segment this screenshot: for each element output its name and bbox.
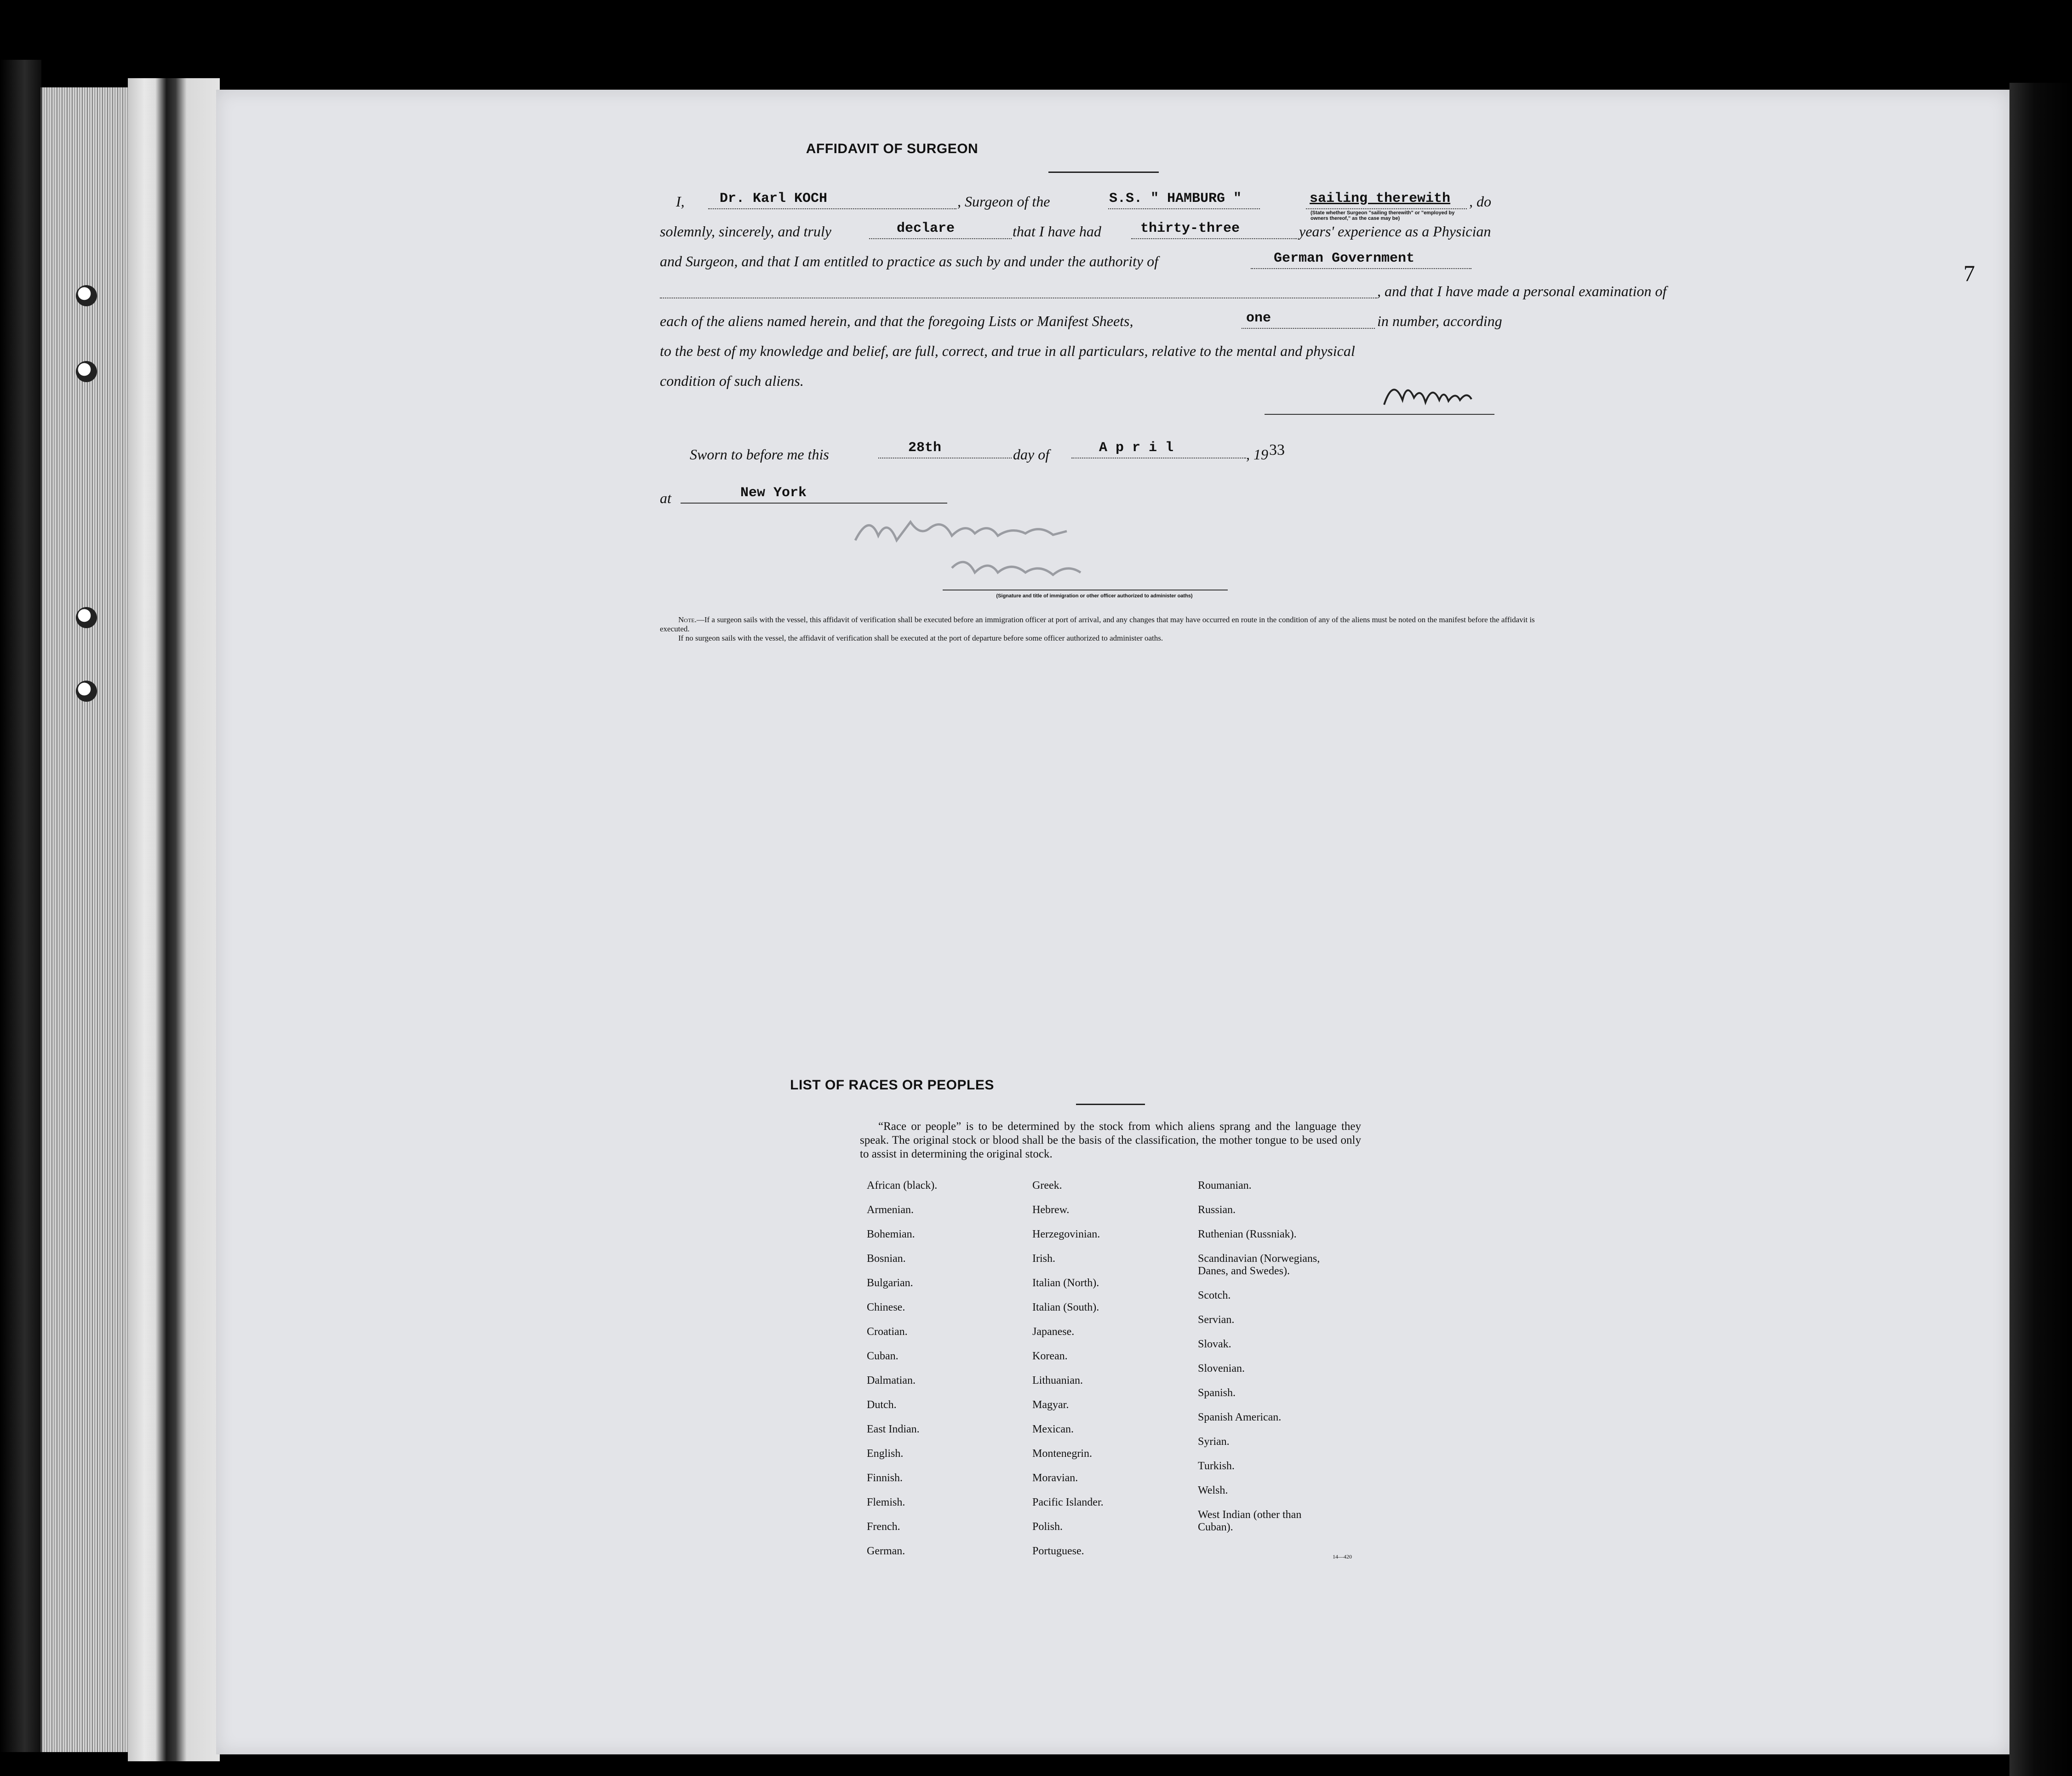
binding-gutter [128,78,220,1761]
surgeon-signature [1379,372,1485,414]
race-list-item: Syrian. [1198,1436,1230,1448]
affidavit-text: , and that I have made a personal examination of [1377,283,1667,299]
affidavit-text: condition of such aliens. [660,372,804,389]
fill-line [1131,238,1297,239]
note-label: Note. [678,615,697,624]
races-intro: “Race or people” is to be determined by the stock from which aliens sprang and the language they speak. The original stock or blood shall be the basis of the classification, the mother tongue to be used only to assist in determining the original stock. [860,1120,1361,1160]
race-list-item: Scotch. [1198,1289,1231,1301]
race-list-item: Japanese. [1032,1326,1075,1338]
affidavit-text: I, [676,193,685,210]
race-list-item: Lithuanian. [1032,1375,1083,1386]
race-list-item: Russian. [1198,1204,1236,1216]
race-list-item: English. [867,1448,904,1460]
affidavit-text: Sworn to before me this [690,446,829,463]
race-list-item: Chinese. [867,1301,905,1313]
race-list-item: French. [867,1521,900,1533]
book-binding [0,60,41,1752]
affidavit-text: , Surgeon of the [957,193,1050,210]
race-list-item: Magyar. [1032,1399,1069,1411]
ship-name: S.S. " HAMBURG " [1109,191,1242,206]
race-list-item: Italian (North). [1032,1277,1099,1289]
race-list-item: German. [867,1545,905,1557]
race-list-item: Italian (South). [1032,1301,1099,1313]
race-list-item: West Indian (other than Cuban). [1198,1509,1302,1533]
race-list-item: Bulgarian. [867,1277,913,1289]
affidavit-text: that I have had [1013,223,1101,240]
race-list-item: Ruthenian (Russniak). [1198,1228,1297,1240]
race-list-item: Croatian. [867,1326,908,1338]
race-list-item: Portuguese. [1032,1545,1084,1557]
years-experience: thirty-three [1140,221,1240,236]
affidavit-text: years' experience as a Physician [1299,223,1491,240]
affidavit-text: day of [1013,446,1050,463]
sworn-month: A p r i l [1099,440,1174,456]
race-list-item: Mexican. [1032,1423,1074,1435]
race-list-item: Hebrew. [1032,1204,1070,1216]
sworn-day: 28th [908,440,942,456]
race-list-item: African (black). [867,1180,938,1192]
punch-hole [76,607,97,628]
race-list-item: Armenian. [867,1204,914,1216]
race-list-item: Finnish. [867,1472,903,1484]
fill-line [681,503,947,504]
sworn-year: 33 [1269,441,1285,458]
affidavit-text: at [660,490,671,506]
surgeon-name: Dr. Karl KOCH [720,191,828,206]
note-text-2: If no surgeon sails with the vessel, the affidavit of verification shall be executed at the port of departure before some officer authorized to administer oaths. [678,634,1163,642]
races-column-3 [1198,1180,1320,1546]
race-list-item: Bosnian. [867,1253,906,1265]
race-list-item: Dutch. [867,1399,897,1411]
affidavit-text: solemnly, sincerely, and truly [660,223,831,240]
affidavit-text: in number, according [1377,313,1502,329]
fill-line [1306,208,1467,209]
races-title: LIST OF RACES OR PEOPLES [790,1077,994,1093]
right-page-edge [2009,83,2072,1776]
race-list-item: Roumanian. [1198,1180,1252,1192]
race-list-item: Flemish. [867,1496,905,1508]
affidavit-text: and Surgeon, and that I am entitled to practice as such by and under the authority of [660,253,1158,269]
officer-caption: (Signature and title of immigration or other officer authorized to administer oaths) [996,593,1193,599]
fill-line [708,208,956,209]
punch-hole [76,285,97,306]
races-title-underline [1076,1104,1145,1105]
sheet-count: one [1246,310,1271,326]
race-list-item: Welsh. [1198,1484,1228,1496]
document-page [216,90,2009,1754]
affidavit-text: each of the aliens named herein, and that the foregoing Lists or Manifest Sheets, [660,313,1133,329]
races-column-2 [1032,1180,1104,1570]
page-stack-edges [40,87,130,1752]
race-list-item: Moravian. [1032,1472,1078,1484]
race-list-item: Slovenian. [1198,1363,1245,1375]
title-underline [1048,172,1159,173]
page-number: 7 [1963,260,1975,286]
race-list-item: Turkish. [1198,1460,1235,1472]
officer-signature [851,508,1136,596]
race-list-item: Bohemian. [867,1228,915,1240]
race-list-item: Cuban. [867,1350,899,1362]
fill-line [1242,328,1375,329]
fill-line [1251,268,1471,269]
affidavit-note [660,615,1552,643]
sworn-place: New York [740,485,807,501]
race-list-item: Greek. [1032,1180,1062,1192]
race-list-item: Spanish American. [1198,1411,1282,1423]
affidavit-text: to the best of my knowledge and belief, are full, correct, and true in all particulars, relative to the mental and physical [660,343,1355,359]
sailing-note: (State whether Surgeon "sailing therewith" or "employed by owners thereof," as the case may be) [1311,210,1455,221]
race-list-item: Korean. [1032,1350,1068,1362]
race-list-item: Slovak. [1198,1338,1231,1350]
race-list-item: East Indian. [867,1423,920,1435]
races-column-1 [867,1180,937,1570]
affidavit-title: AFFIDAVIT OF SURGEON [806,141,979,156]
race-list-item: Herzegovinian. [1032,1228,1100,1240]
race-list-item: Spanish. [1198,1387,1236,1399]
form-code: 14—420 [1333,1553,1352,1560]
race-list-item: Pacific Islander. [1032,1496,1104,1508]
race-list-item: Polish. [1032,1521,1063,1533]
affidavit-text: , 19 [1246,446,1268,463]
sailing-status: sailing therewith [1310,191,1451,206]
fill-line [869,238,1012,239]
punch-hole [76,361,97,382]
declare-verb: declare [897,221,955,236]
punch-hole [76,681,97,702]
affidavit-text: , do [1469,193,1491,210]
note-text: —If a surgeon sails with the vessel, this affidavit of verification shall be executed before an immigration officer at port of arrival, and any changes that may have occurred en route in the condition of any of the aliens must be noted on the manifest before the affidavit is executed. [660,615,1535,633]
race-list-item: Dalmatian. [867,1375,916,1386]
authority: German Government [1274,251,1415,266]
race-list-item: Irish. [1032,1253,1055,1265]
race-list-item: Scandinavian (Norwegians, Danes, and Swedes). [1198,1253,1320,1277]
signature-line [1265,414,1494,415]
fill-line [1108,208,1260,209]
race-list-item: Montenegrin. [1032,1448,1092,1460]
race-list-item: Servian. [1198,1314,1235,1326]
